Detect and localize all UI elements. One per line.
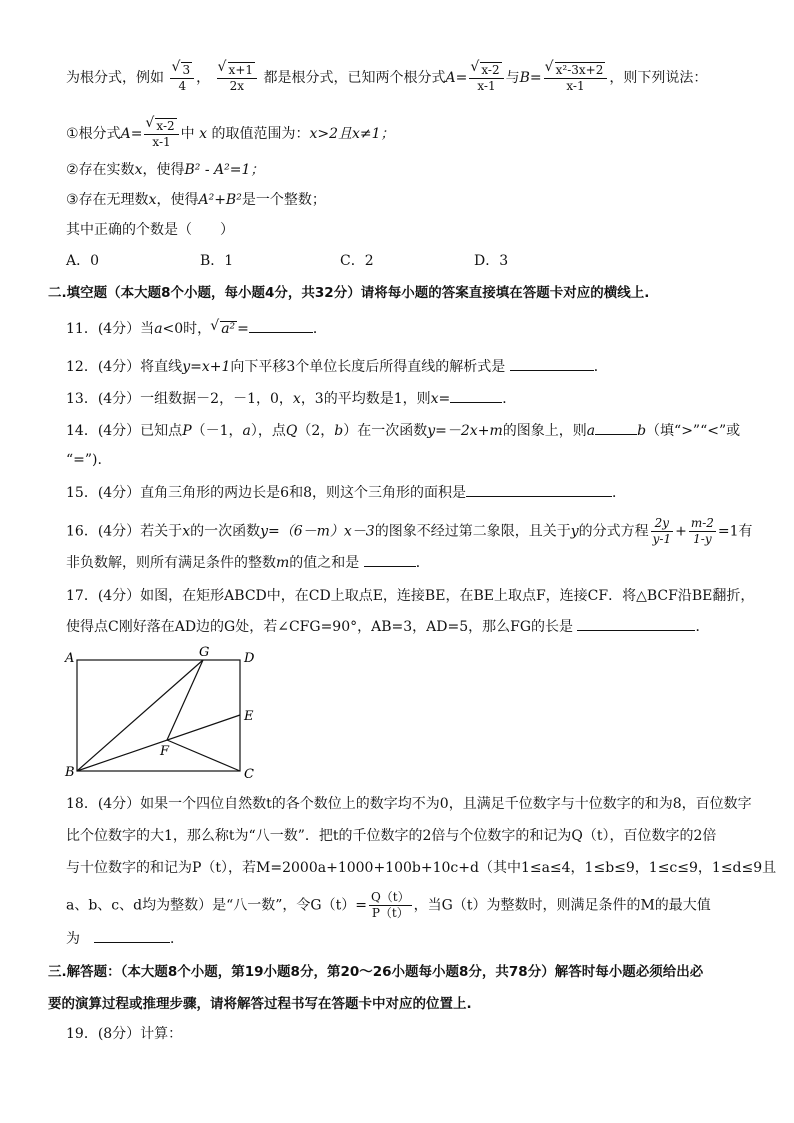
fraction-B-denominator: x-1 [566,79,585,93]
q18-G-num: Q（t） [370,890,410,904]
q16-text-b: 的一次函数 [190,523,261,540]
q11-answer-blank[interactable] [249,318,313,333]
label-A: A [65,651,75,666]
q13-eq: = [438,391,451,407]
statement-3-var-x: x [148,192,157,208]
question-11 [66,318,327,339]
q12-expression: y=x+1 [182,359,231,375]
q15-end: ． [612,485,626,501]
q18-end: ． [170,931,184,947]
q14-var-a-2: a [586,423,596,439]
q14-text: 14．(4分）已知点 [66,423,183,439]
statement-1-var-x: x [199,126,208,142]
q16-plus: + [675,523,687,540]
q14-point-P: P [182,423,192,439]
q12-answer-blank[interactable] [510,356,594,371]
statement-3 [66,190,326,210]
q13-answer-blank[interactable] [450,388,502,403]
question-19: 19．(8分）计算： [66,1026,183,1042]
statement-1-var-A: A [120,126,131,142]
question-14 [66,420,740,441]
label-D: D [244,651,255,666]
q14-function: y=－2x+m [427,423,503,439]
q18-line-1: 18．(4分）如果一个四位自然数t的各个数位上的数字均不为0，且满足千位数字与十位数字的和为8，百位数字 [66,796,752,812]
fraction-A-numerator: √ x-2 [480,62,501,77]
q17-line-2 [66,616,709,637]
statement-2 [66,160,264,180]
q13-text: 13．(4分）一组数据－2，－1，0， [66,391,293,407]
q15-answer-blank[interactable] [466,482,612,497]
q13-var-x: x [292,391,301,407]
var-A: A [445,70,456,86]
q16-var-x: x [182,523,191,540]
statement-1-numerator: √ x-2 [155,118,176,133]
q16-eq: =1有 [717,523,753,540]
statement-2-expression: B² - A²=1； [184,162,265,178]
statement-1-condition: x>2且x≠1； [309,126,395,142]
example-fraction-2 [217,62,257,94]
q11-text-b: <0时， [162,321,212,337]
q14-P-coord: （－1， [191,423,243,439]
q16-end: ． [415,555,430,571]
p10-question: 其中正确的个数是（ ） [66,222,234,238]
q11-end: ． [312,321,327,337]
segment-GF [167,660,203,740]
q14-Q-coord: （2， [297,423,335,439]
fraction-B-numerator: √ x²-3x+2 [555,62,606,77]
statement-1-fraction [144,118,178,150]
q18-line-4-text: a、b、c、d均为整数）是“八一数”，令G（t）= [66,897,367,914]
q18-line-4-text-b: ，当G（t）为整数时，则满足条件的M的最大值 [413,897,711,914]
rectangle-ABCD [77,660,240,771]
question-12 [66,356,608,377]
q18-answer-blank[interactable] [94,928,170,943]
q16-f2-num: m-2 [690,516,714,530]
example-1-denominator: 4 [178,79,187,93]
statement-3-text: 存在无理数 [78,192,149,208]
statement-3-text-b: ，使得 [156,192,199,208]
q12-text-b: 向下平移3个单位长度后所得直线的解析式是 [230,359,506,375]
q16-f1-den: y-1 [652,532,672,546]
q14-point-Q: Q [285,423,298,439]
var-B: B [519,70,530,86]
q14-var-a: a [242,423,251,439]
question-13 [66,388,516,409]
q18-line-2: 比个位数字的大1，那么称t为“八一数”．把t的千位数字的2倍与个位数字的和记为Q（t），百位数字的2倍 [66,828,717,844]
q18-line-3: 与十位数字的和记为P（t），若M=2000a+1000+100b+10c+d（其中1≤a≤4，1≤b≤9，1≤c≤9，1≤d≤9且 [66,860,777,876]
q13-end: ． [502,391,517,407]
statement-1-text-c: 的取值范围为： [211,126,310,142]
q11-var-a: a [154,321,163,337]
q11-eq: = [237,321,249,337]
section-3-heading-line-1: 三.解答题：（本大题8个小题，第19小题8分，第20～26小题每小题8分，共78分）解答时每小题必须给出必 [48,964,704,980]
q13-text-b: ，3的平均数是1，则 [300,391,431,407]
q14-var-b-2: b [637,423,647,439]
statement-1-text-b: 中 [180,126,195,142]
q14-text-d: 的图象上，则 [502,423,587,439]
segment-BE [77,715,240,771]
fraction-B [544,62,608,94]
q16-line-2-text-b: 的值之和是 [289,555,360,571]
q11-text: 11．(4分）当 [66,321,155,337]
q16-var-y: y [570,523,579,540]
label-C: C [244,767,254,782]
statement-1-mark: ① [66,126,79,142]
and-text: 与 [505,70,520,86]
q13-var-x-2: x [430,391,439,407]
q16-f2-den: 1-y [693,532,712,546]
statement-2-text-b: ，使得 [142,162,185,178]
q14-answer-blank[interactable] [595,420,637,435]
segment-BG [77,660,203,771]
statement-3-text-c: 是一个整数； [241,192,326,208]
equals-sign-2: = [529,70,542,86]
p10-intro-text-b: 都是根分式，已知两个根分式 [263,70,446,86]
statement-1-eq: = [130,126,143,142]
statement-2-mark: ② [66,162,79,178]
q18-line-5 [66,928,184,949]
q11-radical: √ a² [220,321,237,336]
q15-text: 15．(4分）直角三角形的两边长是6和8，则这个三角形的面积是 [66,485,466,501]
section-3-heading-line-2: 要的演算过程或推理步骤，请将解答过程书写在答题卡中对应的位置上. [48,996,472,1012]
label-B: B [65,765,75,780]
statement-1-text: 根分式 [78,126,121,142]
statement-1-denominator: x-1 [152,135,171,149]
q16-var-m: m [276,555,290,571]
q16-line-2-text: 非负数解，则所有满足条件的整数 [66,555,276,571]
q16-text-d: 的分式方程 [578,523,649,540]
question-15 [66,482,626,503]
q18-G-den: P（t） [371,906,409,920]
segment-FC [167,740,240,771]
q14-text-b: ），点 [250,423,286,439]
q16-text-c: 的图象不经过第二象限，且关于 [374,523,571,540]
q16-function: y=（6－m）x－3 [260,523,375,540]
q12-text: 12．(4分）将直线 [66,359,183,375]
q17-end: ． [695,619,710,635]
q18-line-5-text: 为 [66,931,80,947]
q16-fraction-1 [651,516,673,547]
statement-1 [66,118,395,150]
fraction-A [469,62,503,94]
q18-line-4 [66,890,711,921]
p10-intro-text-c: ，则下列说法： [609,70,708,86]
statement-3-expression: A²+B² [198,192,242,208]
fraction-A-denominator: x-1 [477,79,496,93]
q17-line-1: 17．(4分）如图，在矩形ABCD中，在CD上取点E，连接BE，在BE上取点F，连接CF．将△BCF沿BE翻折， [66,588,755,604]
section-2-heading: 二.填空题（本大题8个小题，每小题4分，共32分）请将每小题的答案直接填在答题卡对应的横线上. [48,285,650,301]
q14-line-2: “=”). [66,452,102,468]
q14-var-b: b [334,423,344,439]
q16-line-2 [66,552,430,573]
p10-intro-text: 为根分式，例如 [66,70,164,86]
label-E: E [244,709,254,724]
q17-answer-blank[interactable] [577,616,695,631]
q16-fraction-2 [689,516,716,547]
q12-end: ． [593,359,608,375]
option-d: D．3 [474,253,509,269]
q16-text: 16．(4分）若关于 [66,523,183,540]
label-F: F [160,744,170,759]
q14-fill-hint: （填“>”“<”或 [646,423,741,439]
option-b: B．1 [200,253,234,269]
q14-text-c: ）在一次函数 [343,423,428,439]
label-G: G [199,645,210,660]
q18-G-fraction [369,890,412,921]
option-a: A．0 [66,253,100,269]
q17-line-2-text: 使得点C刚好落在AD边的G处，若∠CFG=90°，AB=3，AD=5，那么FG的长是 [66,619,574,635]
example-2-denominator: 2x [229,79,244,93]
statement-2-var-x: x [134,162,143,178]
p10-intro-line: 为根分式，例如 √ $\frac{3}{4}$ ， √ $\frac{x+1}{2x}$ 都是根分式，已知两个根分式A= √ $\frac{x-2}{x-1}$ 与B= √ $\frac{\text{x²-3x+2}}{x-1}$ ，则下列说法： [66,62,707,94]
q16-answer-blank[interactable] [364,552,416,567]
question-16 [66,516,753,547]
option-c: C．2 [340,253,374,269]
statement-2-text: 存在实数 [78,162,135,178]
q16-f1-num: 2y [651,516,673,532]
rectangle-figure [60,640,270,785]
example-2-numerator: √ x+1 [228,62,255,77]
equals-sign: = [455,70,468,86]
statement-3-mark: ③ [66,192,79,208]
example-fraction-1 [170,62,194,94]
example-1-numerator: √ 3 [181,62,192,77]
